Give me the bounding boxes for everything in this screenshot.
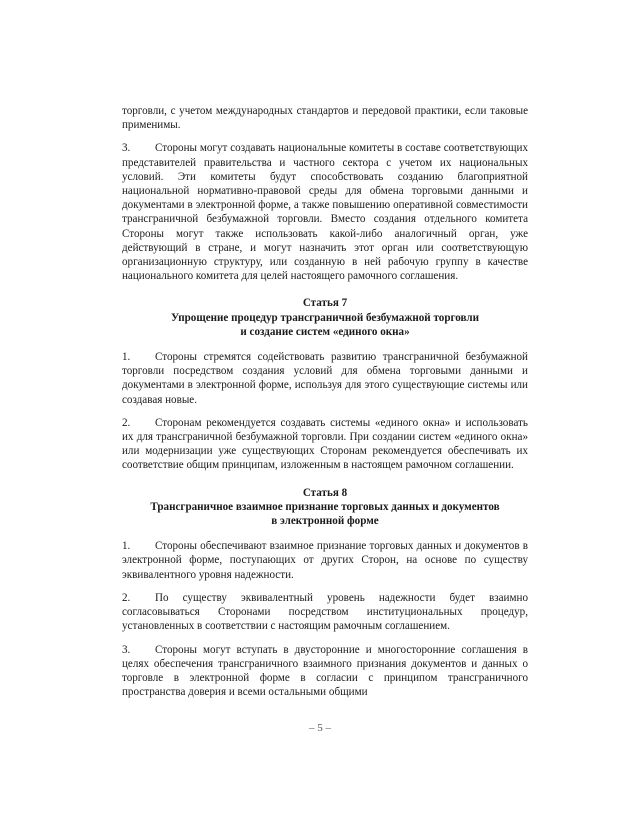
paragraph-number: 3. [122, 643, 131, 656]
paragraph-number: 1. [122, 351, 131, 364]
paragraph-number: 2. [122, 416, 131, 429]
page-number: – 5 – [309, 722, 331, 734]
article-8-paragraph-3 [122, 643, 528, 700]
paragraph-3 [122, 141, 528, 283]
paragraph-text: Стороны могут вступать в двусторонние и многосторонние соглашения в целях обеспечения трансграничного взаимного признания документов и данных о торговле в электронной форме в согласии с принципом трансграничного пространства доверия и всеми остальными общими [122, 643, 528, 699]
paragraph-text: Сторонам рекомендуется создавать системы «единого окна» и использовать их для трансграничной безбумажной торговли. При создании систем «единого окна» или модернизации уже существующих Сторонам рекомендуется обеспечивать их соответствие общим принципам, изложенным в настоящем рамочном соглашении. [122, 416, 528, 472]
paragraph-number: 2. [122, 591, 131, 604]
article-7-heading [122, 296, 528, 339]
article-title-line: и создание систем «единого окна» [240, 325, 410, 338]
article-title-line: Упрощение процедур трансграничной безбумажной торговли [170, 311, 479, 324]
paragraph-text: Стороны могут создавать национальные комитеты в составе соответствующих представителей правительства и частного сектора с учетом их национальных условий. Эти комитеты будут способствовать созданию благоприятной национальной нормативно-правовой среды для обмена торговыми данными и документами в электронной форме, а также повышению оперативной совместимости трансграничной безбумажной торговли. Вместо создания отдельного комитета Стороны могут также использовать какой-либо аналогичный орган, уже действующий в стране, и могут назначить этот орган или соответствующую организационную структуру, или созданную в ней рабочую группу в качестве национального комитета для целей настоящего рамочного соглашения. [122, 142, 528, 283]
continuation-paragraph: торговли, с учетом международных стандартов и передовой практики, если таковые применимы. [122, 105, 528, 132]
article-8-paragraph-1 [122, 539, 528, 582]
article-title-line: Трансграничное взаимное признание торговых данных и документов [150, 500, 500, 513]
article-number: Статья 7 [302, 297, 348, 310]
paragraph-text: По существу эквивалентный уровень надежности будет взаимно согласовываться Сторонами посредством институциональных процедур, установленных в соответствии с настоящим рамочным соглашением. [122, 591, 528, 633]
article-number: Статья 8 [302, 486, 348, 499]
article-title-line: в электронной форме [271, 515, 379, 528]
article-8-heading [122, 486, 528, 529]
text-column [122, 104, 528, 708]
paragraph-text: Стороны обеспечивают взаимное признание торговых данных и документов в электронной форме, поступающих от других Сторон, на основе по существу эквивалентного уровня надежности. [122, 540, 528, 581]
paragraph-number: 1. [122, 540, 131, 553]
article-7-paragraph-2 [122, 416, 528, 473]
paragraph-number: 3. [122, 142, 131, 155]
article-8-paragraph-2 [122, 591, 528, 634]
paragraph-text: Стороны стремятся содействовать развитию трансграничной безбумажной торговли посредством создания условий для обмена торговыми данными и документами в электронной форме, используя для этого существующие системы или создавая новые. [122, 351, 528, 406]
article-7-paragraph-1 [122, 350, 528, 407]
